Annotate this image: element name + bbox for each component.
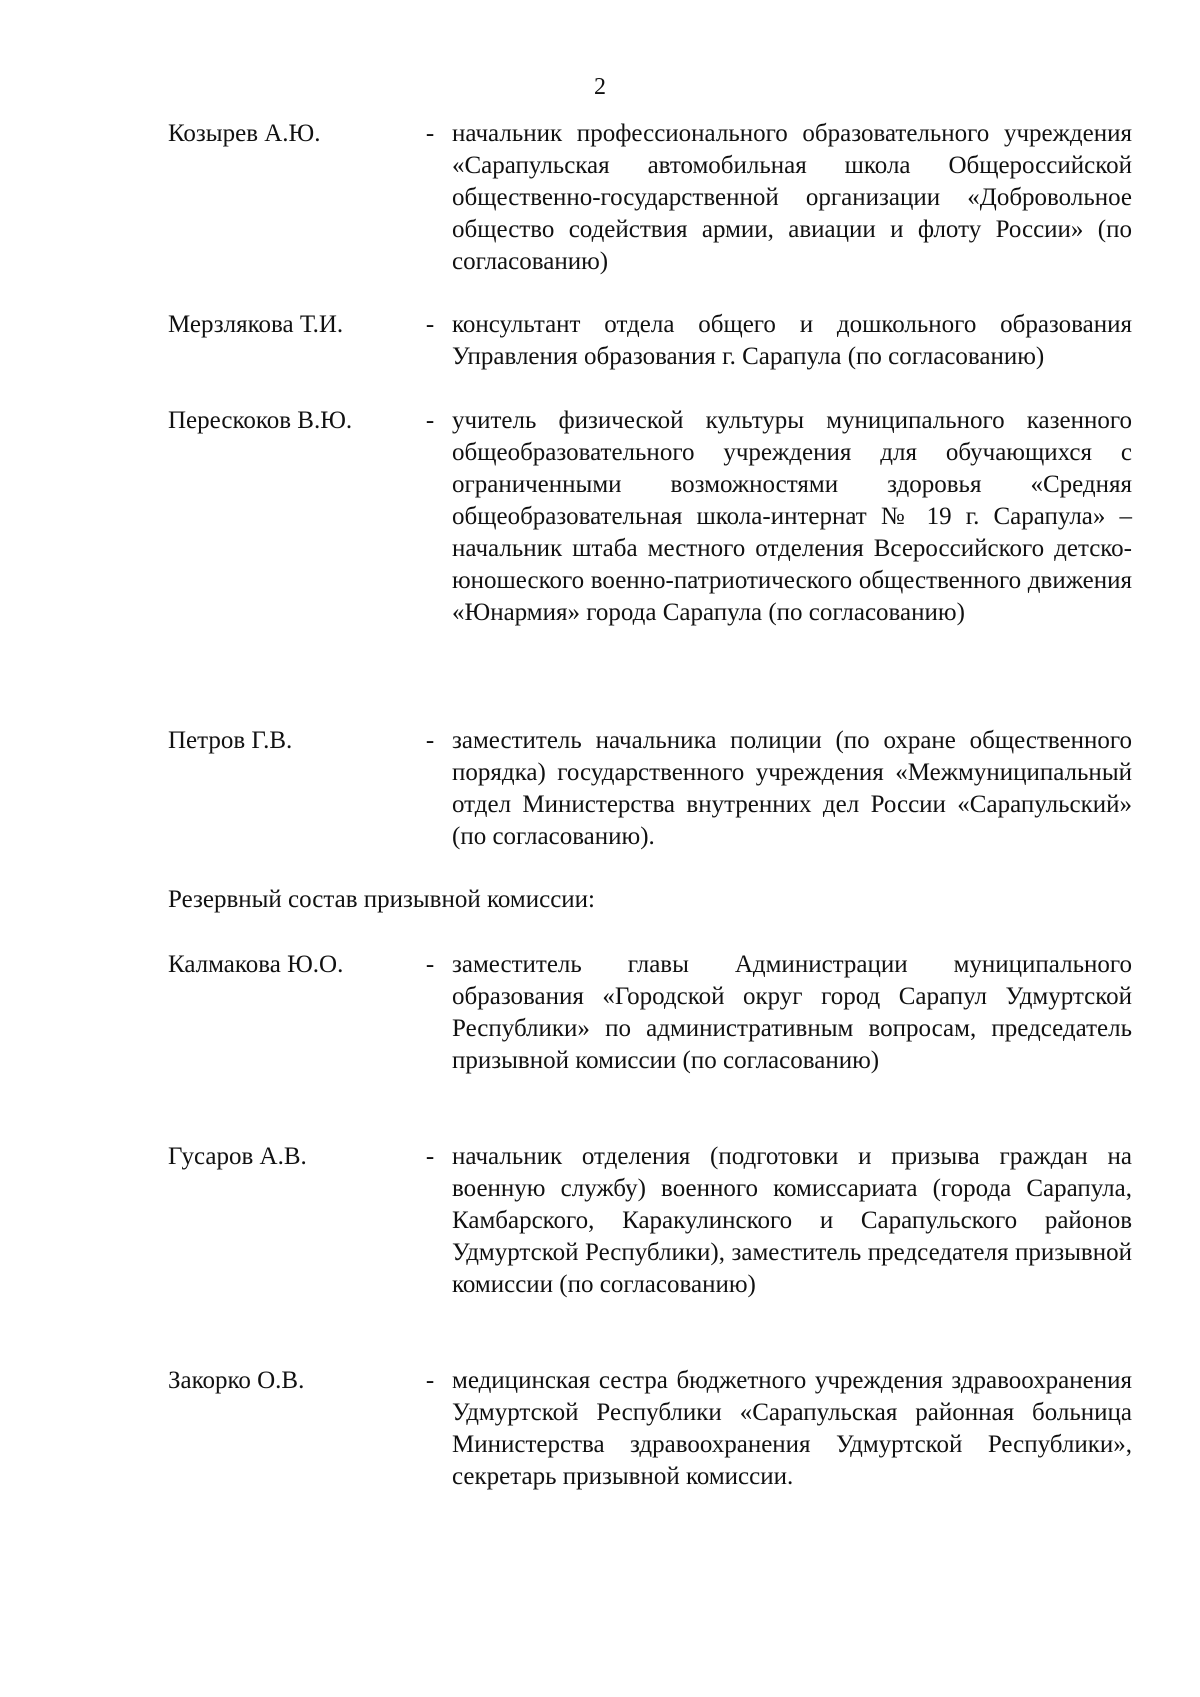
member-entry xyxy=(168,725,1132,853)
member-description: заместитель главы Администрации муниципального образования «Городской округ город Сарапул Удмуртской Республики» по административным вопросам, председатель призывной комиссии (по согласованию) xyxy=(452,951,1132,1074)
reserve-member-entry xyxy=(168,1365,1132,1493)
member-name: Петров Г.В. xyxy=(168,727,293,754)
member-name: Гусаров А.В. xyxy=(168,1143,307,1170)
member-entry xyxy=(168,309,1132,373)
member-name: Мерзлякова Т.И. xyxy=(168,311,344,338)
member-description: заместитель начальника полиции (по охране общественного порядка) государственного учреждения «Межмуниципальный отдел Министерства внутренних дел России «Сарапульский» (по согласованию). xyxy=(452,727,1132,850)
member-dash: - xyxy=(425,120,435,147)
member-name: Калмакова Ю.О. xyxy=(168,951,344,978)
member-dash: - xyxy=(425,1367,435,1394)
page-number: 2 xyxy=(594,74,606,100)
member-description: консультант отдела общего и дошкольного образования Управления образования г. Сарапула (по согласованию) xyxy=(452,311,1132,370)
member-name: Козырев А.Ю. xyxy=(168,120,321,147)
member-description: начальник профессионального образовательного учреждения «Сарапульская автомобильная школа Общероссийской общественно-государственной организации «Добровольное общество содействия армии, авиации и флоту России» (по согласованию) xyxy=(452,120,1132,275)
member-description: учитель физической культуры муниципального казенного общеобразовательного учреждения для обучающихся с ограниченными возможностями здоровья «Средняя общеобразовательная школа-интернат № 19 г. Сарапула» – начальник штаба местного отделения Всероссийского детско-юношеского военно-патриотического общественного движения «Юнармия» города Сарапула (по согласованию) xyxy=(452,407,1132,626)
member-dash: - xyxy=(425,727,435,754)
member-name: Перескоков В.Ю. xyxy=(168,407,353,434)
member-dash: - xyxy=(425,951,435,978)
member-dash: - xyxy=(425,407,435,434)
member-dash: - xyxy=(425,311,435,338)
member-entry xyxy=(168,405,1132,629)
member-name: Закорко О.В. xyxy=(168,1367,305,1394)
reserve-member-entry xyxy=(168,949,1132,1077)
reserve-section-title: Резервный состав призывной комиссии: xyxy=(168,886,595,913)
reserve-member-entry xyxy=(168,1141,1132,1301)
member-entry xyxy=(168,118,1132,278)
member-dash: - xyxy=(425,1143,435,1170)
member-description: начальник отделения (подготовки и призыва граждан на военную службу) военного комиссариата (города Сарапула, Камбарского, Каракулинского и Сарапульского районов Удмуртской Республики), заместитель председателя призывной комиссии (по согласованию) xyxy=(452,1143,1132,1298)
member-description: медицинская сестра бюджетного учреждения здравоохранения Удмуртской Республики «Сарапульская районная больница Министерства здравоохранения Удмуртской Республики», секретарь призывной комиссии. xyxy=(452,1367,1132,1490)
